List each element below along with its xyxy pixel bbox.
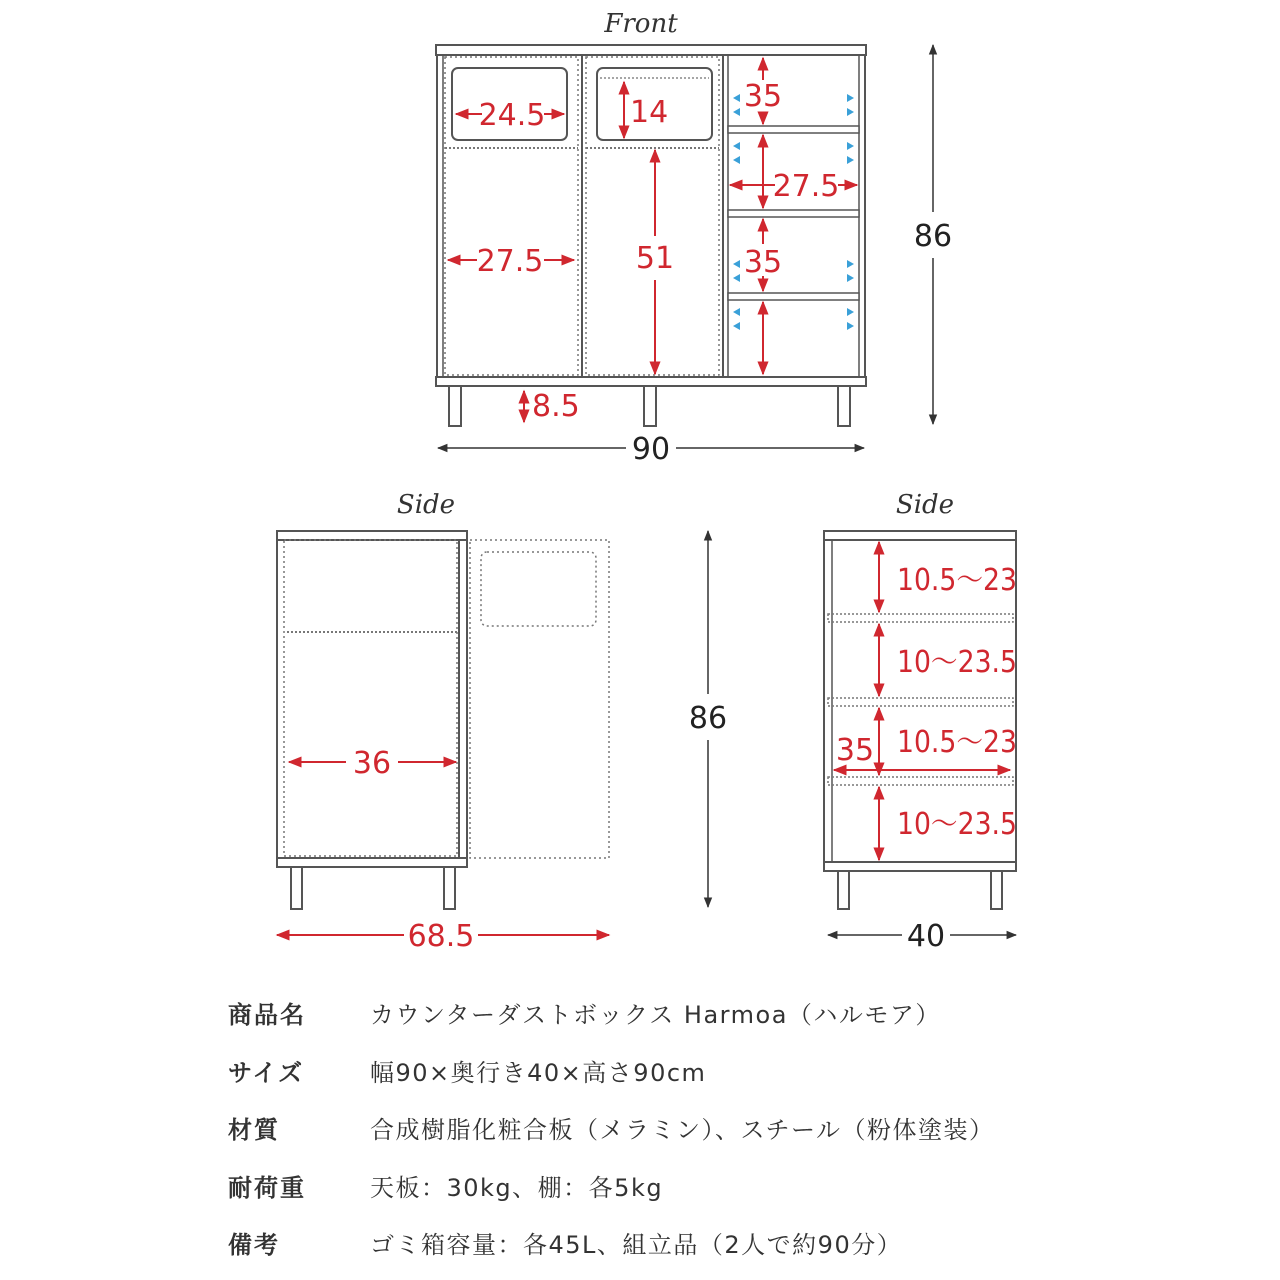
spec-value: カウンターダストボックス Harmoa（ハルモア） xyxy=(370,1001,941,1030)
total-height-label: 86 xyxy=(913,219,953,254)
total-width-label: 90 xyxy=(631,432,671,467)
spec-value: 幅90×奥行き40×高さ90cm xyxy=(370,1058,707,1087)
side-right-title: Side xyxy=(895,490,955,520)
spec-row-size xyxy=(228,1042,1248,1100)
spec-row-name xyxy=(228,984,1248,1042)
spec-label: 耐荷重 xyxy=(228,1173,306,1202)
door-width-label: 27.5 xyxy=(476,244,544,279)
front-view-title: Front xyxy=(604,9,678,39)
door-window-width-label: 24.5 xyxy=(478,98,546,133)
shelf-range-2-label: 10～23.5 xyxy=(897,645,1017,680)
spec-label: 備考 xyxy=(228,1231,280,1260)
depth-open-label: 68.5 xyxy=(407,919,475,954)
side-view-right xyxy=(824,490,1017,954)
door-height-label: 51 xyxy=(635,241,675,276)
shelf-width-label: 27.5 xyxy=(772,169,840,204)
side-view-left xyxy=(277,490,727,954)
side-left-title: Side xyxy=(396,490,456,520)
spec-table xyxy=(228,984,1248,1272)
spec-value: 天板：30kg、棚：各5kg xyxy=(370,1173,664,1202)
spec-row-load xyxy=(228,1157,1248,1215)
door-window-height-label: 14 xyxy=(630,95,669,130)
total-depth-label: 40 xyxy=(906,919,946,954)
spec-value: ゴミ箱容量：各45L、組立品（2人で約90分） xyxy=(370,1231,903,1260)
shelf-height-top-label: 35 xyxy=(743,79,783,114)
spec-row-material xyxy=(228,1099,1248,1157)
shelf-range-1-label: 10.5～23 xyxy=(897,563,1017,598)
front-view xyxy=(436,9,952,467)
shelf-depth-label: 35 xyxy=(835,733,875,768)
side-total-height-label: 86 xyxy=(688,701,728,736)
shelf-range-4-label: 10～23.5 xyxy=(897,807,1017,842)
shelf-height-mid-label: 35 xyxy=(743,245,783,280)
spec-label: 商品名 xyxy=(228,1001,306,1030)
spec-row-notes xyxy=(228,1214,1248,1272)
inner-depth-label: 36 xyxy=(352,746,392,781)
spec-value: 合成樹脂化粧合板（メラミン）、スチール（粉体塗装） xyxy=(370,1116,995,1145)
leg-height-label: 8.5 xyxy=(532,389,580,424)
shelf-range-3-label: 10.5～23 xyxy=(897,725,1017,760)
spec-label: 材質 xyxy=(228,1116,280,1145)
spec-label: サイズ xyxy=(228,1058,305,1087)
